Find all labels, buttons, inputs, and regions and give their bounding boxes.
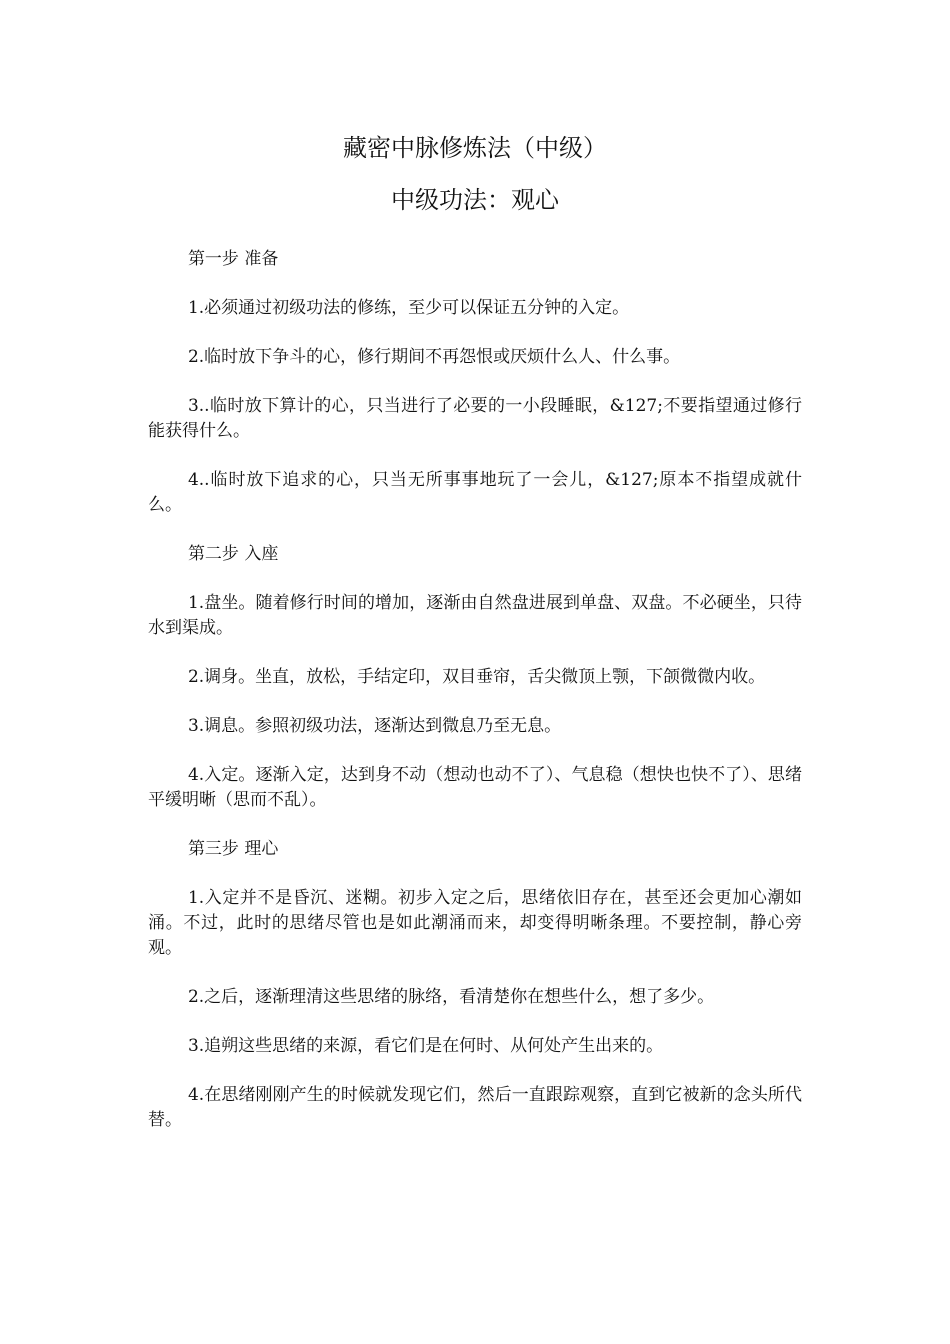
paragraph: 3.追朔这些思绪的来源，看它们是在何时、从何处产生出来的。 bbox=[187, 1036, 664, 1056]
document-body bbox=[148, 247, 802, 1157]
paragraph: 2.之后，逐渐理清这些思绪的脉络，看清楚你在想些什么，想了多少。 bbox=[187, 987, 715, 1007]
paragraph: 1.必须通过初级功法的修练，至少可以保证五分钟的入定。 bbox=[187, 298, 630, 318]
paragraph: 3..临时放下算计的心，只当进行了必要的一小段睡眠，&127;不要指望通过修行能获得什么。 bbox=[148, 396, 802, 441]
document-title: 藏密中脉修炼法（中级） bbox=[343, 134, 607, 162]
document-subtitle: 中级功法：观心 bbox=[391, 186, 559, 214]
section-heading-step3: 第三步 理心 bbox=[187, 839, 279, 859]
section-heading-step1: 第一步 准备 bbox=[187, 249, 279, 269]
paragraph: 4.在思绪刚刚产生的时候就发现它们，然后一直跟踪观察，直到它被新的念头所代替。 bbox=[148, 1085, 802, 1130]
paragraph: 2.临时放下争斗的心，修行期间不再怨恨或厌烦什么人、什么事。 bbox=[187, 347, 681, 367]
paragraph: 1.盘坐。随着修行时间的增加，逐渐由自然盘进展到单盘、双盘。不必硬坐，只待水到渠成。 bbox=[148, 593, 802, 638]
paragraph: 4..临时放下追求的心，只当无所事事地玩了一会儿，&127;原本不指望成就什么。 bbox=[148, 470, 802, 515]
paragraph: 2.调身。坐直，放松，手结定印，双目垂帘，舌尖微顶上颚，下颌微微内收。 bbox=[187, 667, 766, 687]
paragraph: 1.入定并不是昏沉、迷糊。初步入定之后，思绪依旧存在，甚至还会更加心潮如涌。不过，此时的思绪尽管也是如此潮涌而来，却变得明晰条理。不要控制，静心旁观。 bbox=[148, 888, 802, 958]
paragraph: 3.调息。参照初级功法，逐渐达到微息乃至无息。 bbox=[187, 716, 562, 736]
section-heading-step2: 第二步 入座 bbox=[187, 544, 279, 564]
paragraph: 4.入定。逐渐入定，达到身不动（想动也动不了）、气息稳（想快也快不了）、思绪平缓明晰（思而不乱）。 bbox=[148, 765, 802, 810]
